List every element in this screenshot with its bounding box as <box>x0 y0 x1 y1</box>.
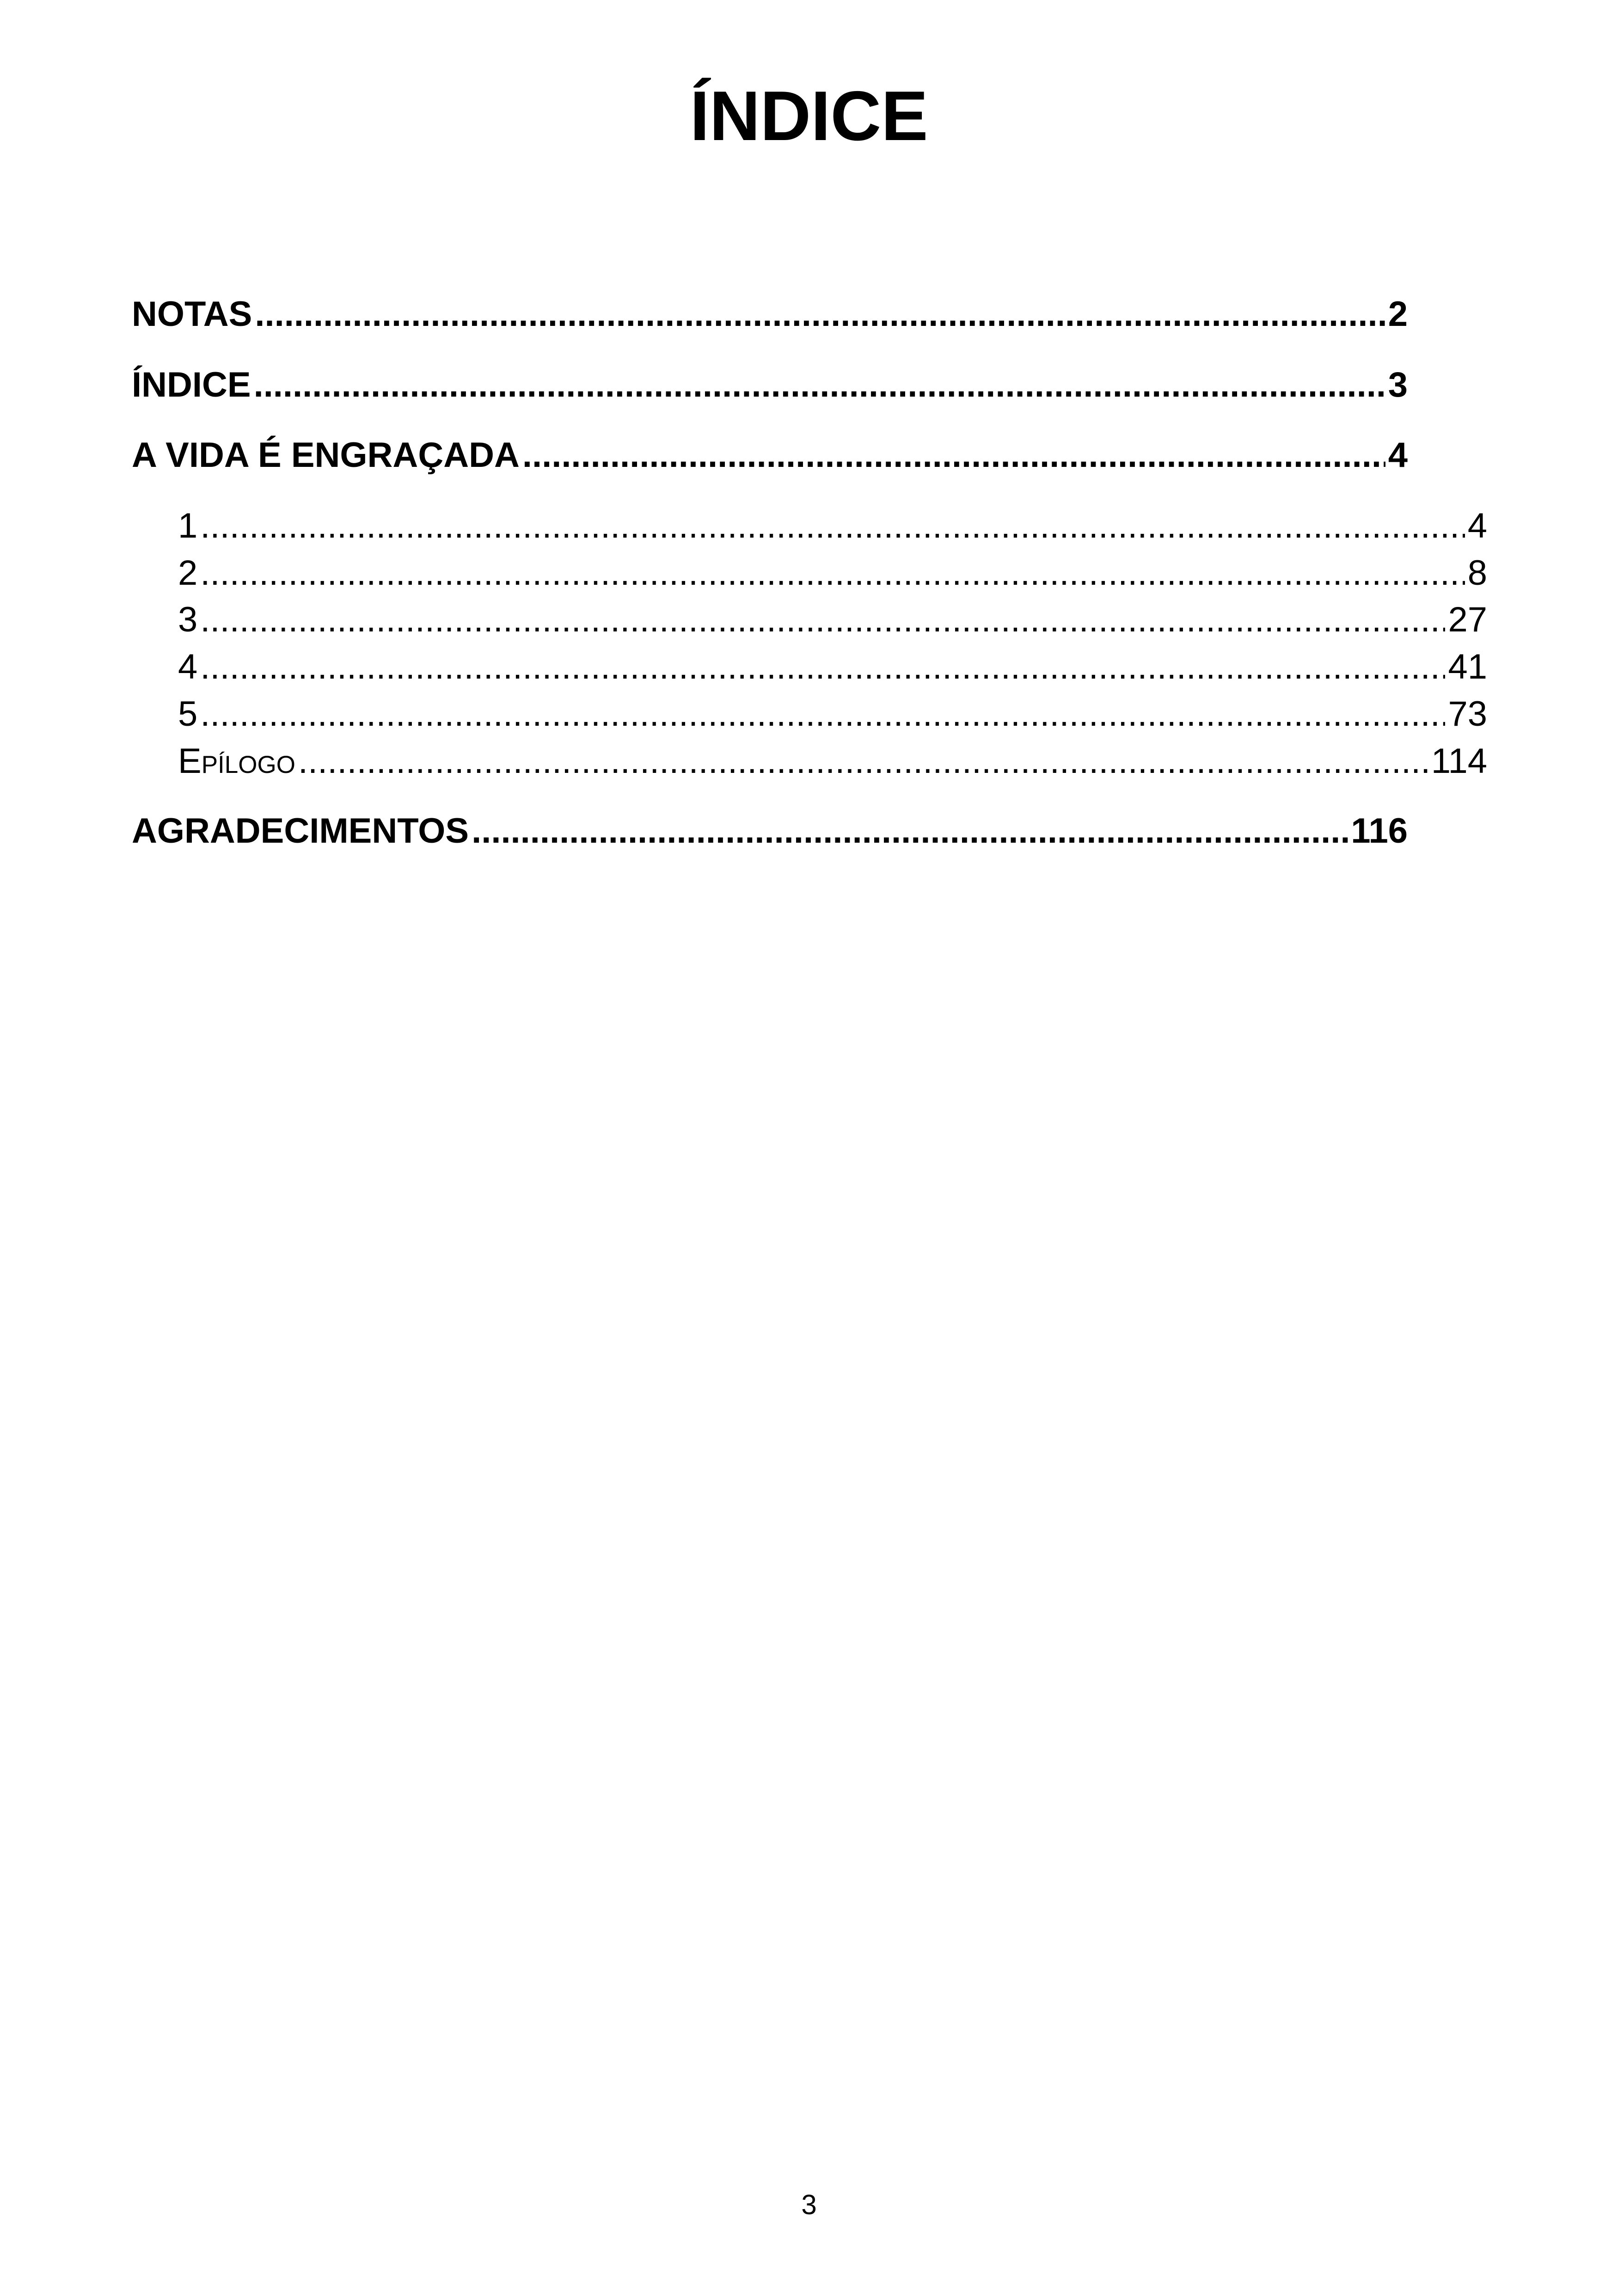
toc-entry-page: 8 <box>1467 553 1487 593</box>
dot-leader <box>522 432 1385 478</box>
toc-entry-label: NOTAS <box>132 294 252 334</box>
toc-entry-label: Epílogo <box>178 741 295 781</box>
toc-entry-page: 73 <box>1448 694 1487 734</box>
toc-entry-chapter-2[interactable] <box>178 550 1487 596</box>
dot-leader <box>254 362 1385 408</box>
toc-entry-page: 4 <box>1467 506 1487 545</box>
toc-entry-epilogo[interactable] <box>178 738 1487 784</box>
dot-leader <box>200 503 1465 549</box>
toc-entry-indice[interactable] <box>132 362 1408 408</box>
toc-entry-page: 3 <box>1388 365 1408 404</box>
toc-entry-page: 114 <box>1431 741 1487 781</box>
toc-entry-label: 1 <box>178 506 198 545</box>
dot-leader <box>200 644 1445 690</box>
dot-leader <box>200 550 1465 596</box>
toc-entry-a-vida-e-engracada[interactable] <box>132 432 1408 478</box>
toc-entry-label: A VIDA É ENGRAÇADA <box>132 435 520 475</box>
toc-entry-agradecimentos[interactable] <box>132 808 1408 854</box>
toc-entry-chapter-4[interactable] <box>178 644 1487 690</box>
dot-leader <box>255 291 1385 337</box>
toc-entry-page: 2 <box>1388 294 1408 334</box>
dot-leader <box>298 738 1428 784</box>
dot-leader <box>472 808 1348 854</box>
toc-entry-label: 5 <box>178 694 198 734</box>
page-number: 3 <box>801 2189 817 2220</box>
toc-entry-notas[interactable] <box>132 291 1408 337</box>
toc-entry-label: 2 <box>178 553 198 593</box>
toc-entry-chapter-5[interactable] <box>178 691 1487 737</box>
toc-entry-label: 3 <box>178 600 198 639</box>
toc-entry-page: 41 <box>1448 647 1487 686</box>
page-title: ÍNDICE <box>690 77 928 155</box>
toc-entry-page: 4 <box>1388 435 1408 475</box>
toc-entry-label: 4 <box>178 647 198 686</box>
dot-leader <box>200 597 1445 643</box>
toc-entry-page: 116 <box>1351 811 1408 851</box>
toc-entry-label: AGRADECIMENTOS <box>132 811 469 851</box>
dot-leader <box>200 691 1445 737</box>
toc-entry-label: ÍNDICE <box>132 365 251 404</box>
toc-entry-chapter-1[interactable] <box>178 503 1487 549</box>
toc-entry-page: 27 <box>1448 600 1487 639</box>
toc-entry-chapter-3[interactable] <box>178 597 1487 643</box>
